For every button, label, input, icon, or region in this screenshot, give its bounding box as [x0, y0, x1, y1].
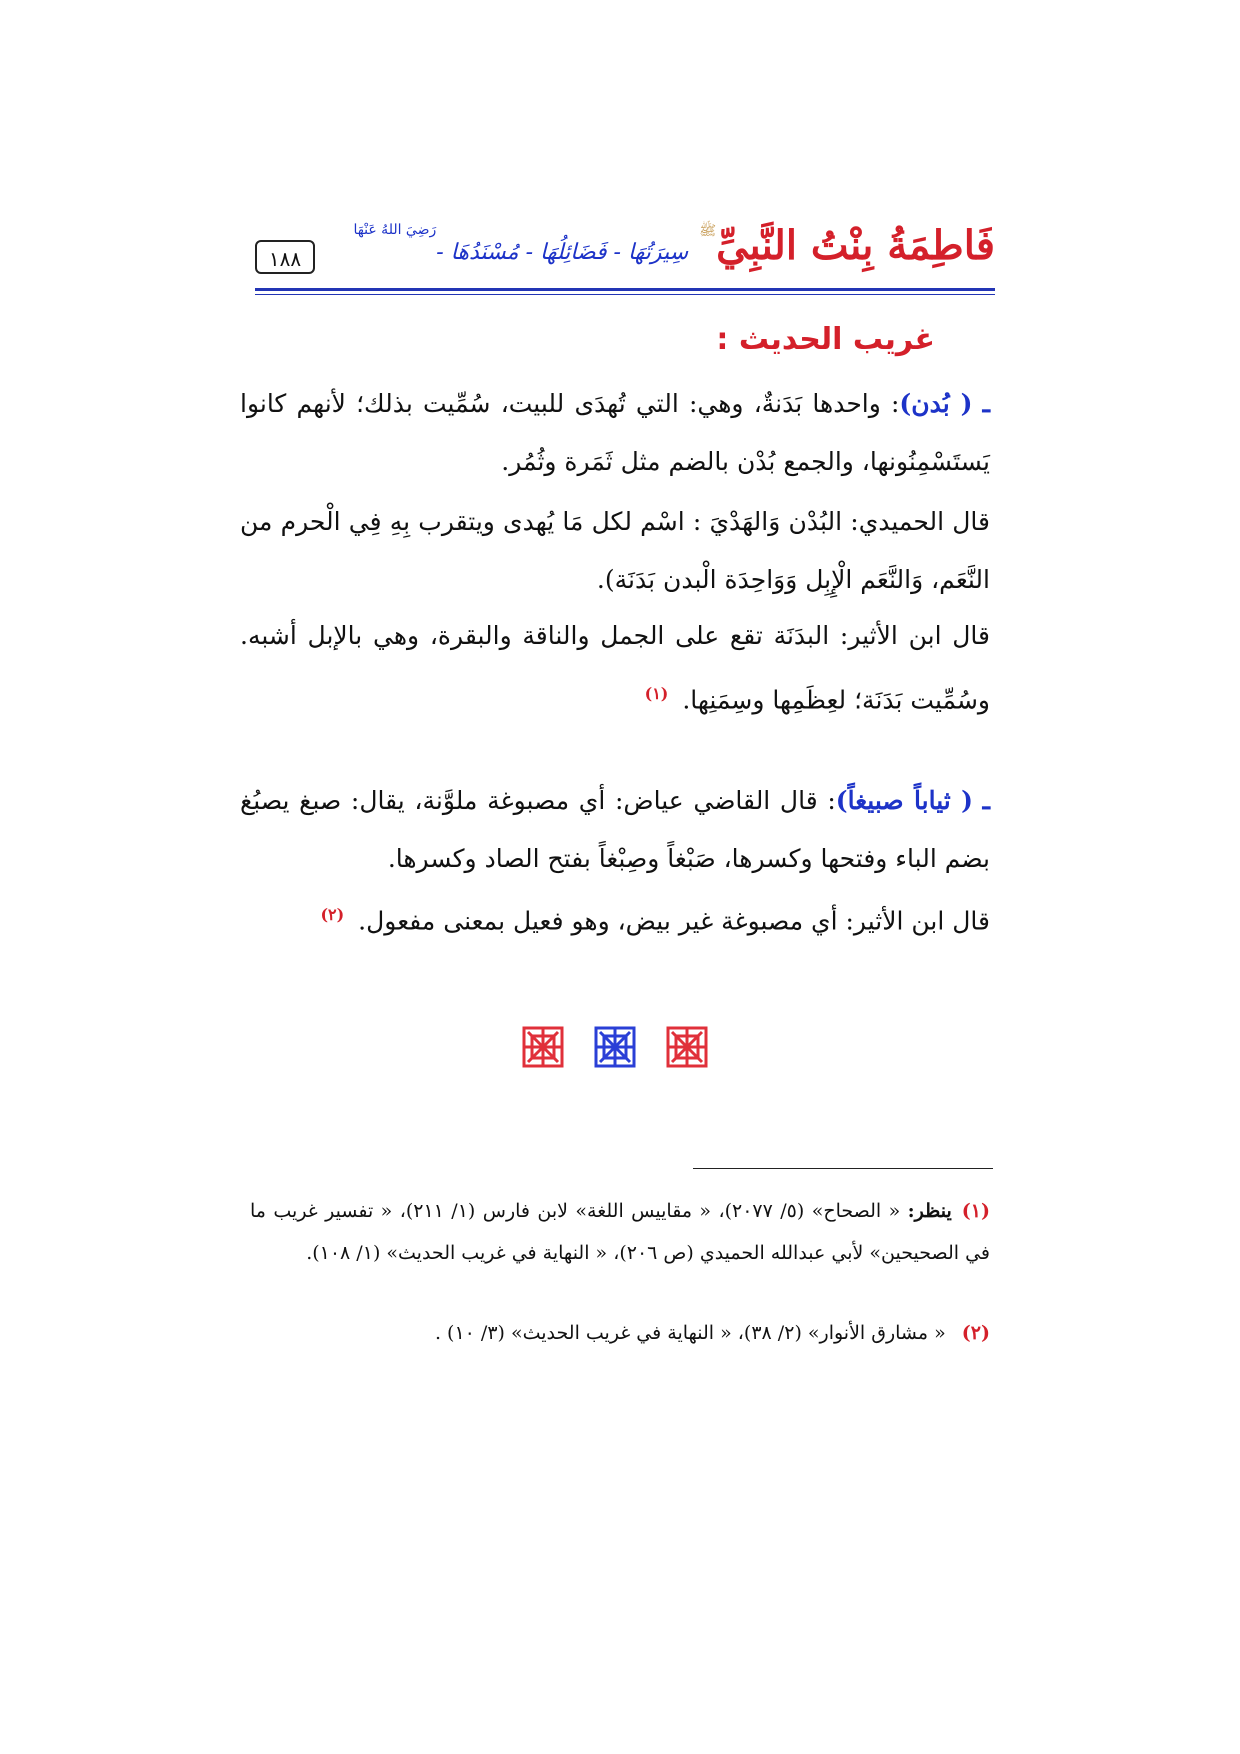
entry-dash: ـ: [982, 786, 990, 815]
section-divider-ornaments: [520, 1024, 720, 1074]
paragraph-ibn-athir-2: [240, 886, 990, 950]
book-title-main: فَاطِمَةُ بِنْتُ النَّبِيِّ: [716, 222, 995, 269]
footnote-number: (٢): [961, 1322, 990, 1344]
footnote-text: « مشارق الأنوار» (٢/ ٣٨)، « النهاية في غريب الحديث» (٣/ ١٠) .: [434, 1322, 946, 1344]
paragraph-text: : قال القاضي عياض: أي مصبوغة ملوَّنة، يقال: صبغ يصبُغ بضم الباء وفتحها وكسرها، صَبْغاً وصِبْغاً بفتح الصاد وكسرها.: [240, 786, 990, 873]
footnote-text: « الصحاح» (٥/ ٢٠٧٧)، « مقاييس اللغة» لابن فارس (١/ ٢١١)، « تفسير غريب ما في الصحيحين» لأبي عبدالله الحميدي (ص ٢٠٦)، « النهاية في غريب الحديث» (١/ ١٠٨).: [250, 1200, 990, 1264]
paragraph-text: قال ابن الأثير: أي مصبوغة غير بيض، وهو فعيل بمعنى مفعول.: [358, 906, 990, 936]
paragraph-text: قال الحميدي: البُدْن وَالهَدْيَ : اسْم لكل مَا يُهدى ويتقرب بِهِ فِي الْحرم من النَّعَم، وَالنَّعَم الْإِبِل وَوَاحِدَة الْبدن بَدَنَة).: [240, 507, 990, 594]
paragraph-humaidi: [240, 493, 990, 609]
knot-ornament-icon: [664, 1024, 710, 1070]
footnote-ref-1[interactable]: (١): [644, 684, 669, 703]
section-heading: غريب الحديث :: [716, 322, 935, 357]
knot-ornament-icon: [592, 1024, 638, 1070]
paragraph-thiyab: [240, 772, 990, 888]
footnote-lead: ينظر:: [907, 1200, 952, 1222]
book-title: [353, 222, 995, 269]
paragraph-text: قال ابن الأثير: البدَنَة تقع على الجمل والناقة والبقرة، وهي بالإبل أشبه. وسُمِّيت بَدَنَة؛ لعِظَمِها وسِمَنِها.: [240, 621, 990, 715]
knot-ornament-icon: [520, 1024, 566, 1070]
footnote-number: (١): [961, 1200, 990, 1222]
page-header: [255, 222, 995, 292]
header-rule-thin: [255, 294, 995, 295]
footnote-ref-2[interactable]: (٢): [320, 905, 345, 924]
footnote-1: [250, 1190, 990, 1274]
term-thiyab: ( ثياباً صبيغاً): [835, 786, 973, 815]
term-budn: ( بُدن): [899, 389, 973, 418]
footnote-2: [250, 1312, 990, 1354]
radhi-glyph: رَضِيَ اللهُ عَنْهَا: [353, 222, 437, 238]
paragraph-text: : واحدها بَدَنةٌ، وهي: التي تُهدَى للبيت، سُمِّيت بذلك؛ لأنهم كانوا يَستَسْمِنُونها، والجمع بُدْن بالضم مثل ثَمَرة وثُمُر.: [240, 389, 990, 476]
paragraph-ibn-athir-1: [240, 607, 990, 729]
salutation-glyph: ﷺ: [699, 223, 717, 239]
entry-dash: ـ: [982, 389, 990, 418]
paragraph-budn: [240, 375, 990, 491]
book-subtitle: سِيرَتُهَا - فَضَائِلُهَا - مُسْنَدُهَا -: [436, 240, 689, 265]
header-rule-thick: [255, 288, 995, 291]
footnote-separator: [693, 1168, 993, 1169]
page-number: ١٨٨: [255, 240, 315, 274]
